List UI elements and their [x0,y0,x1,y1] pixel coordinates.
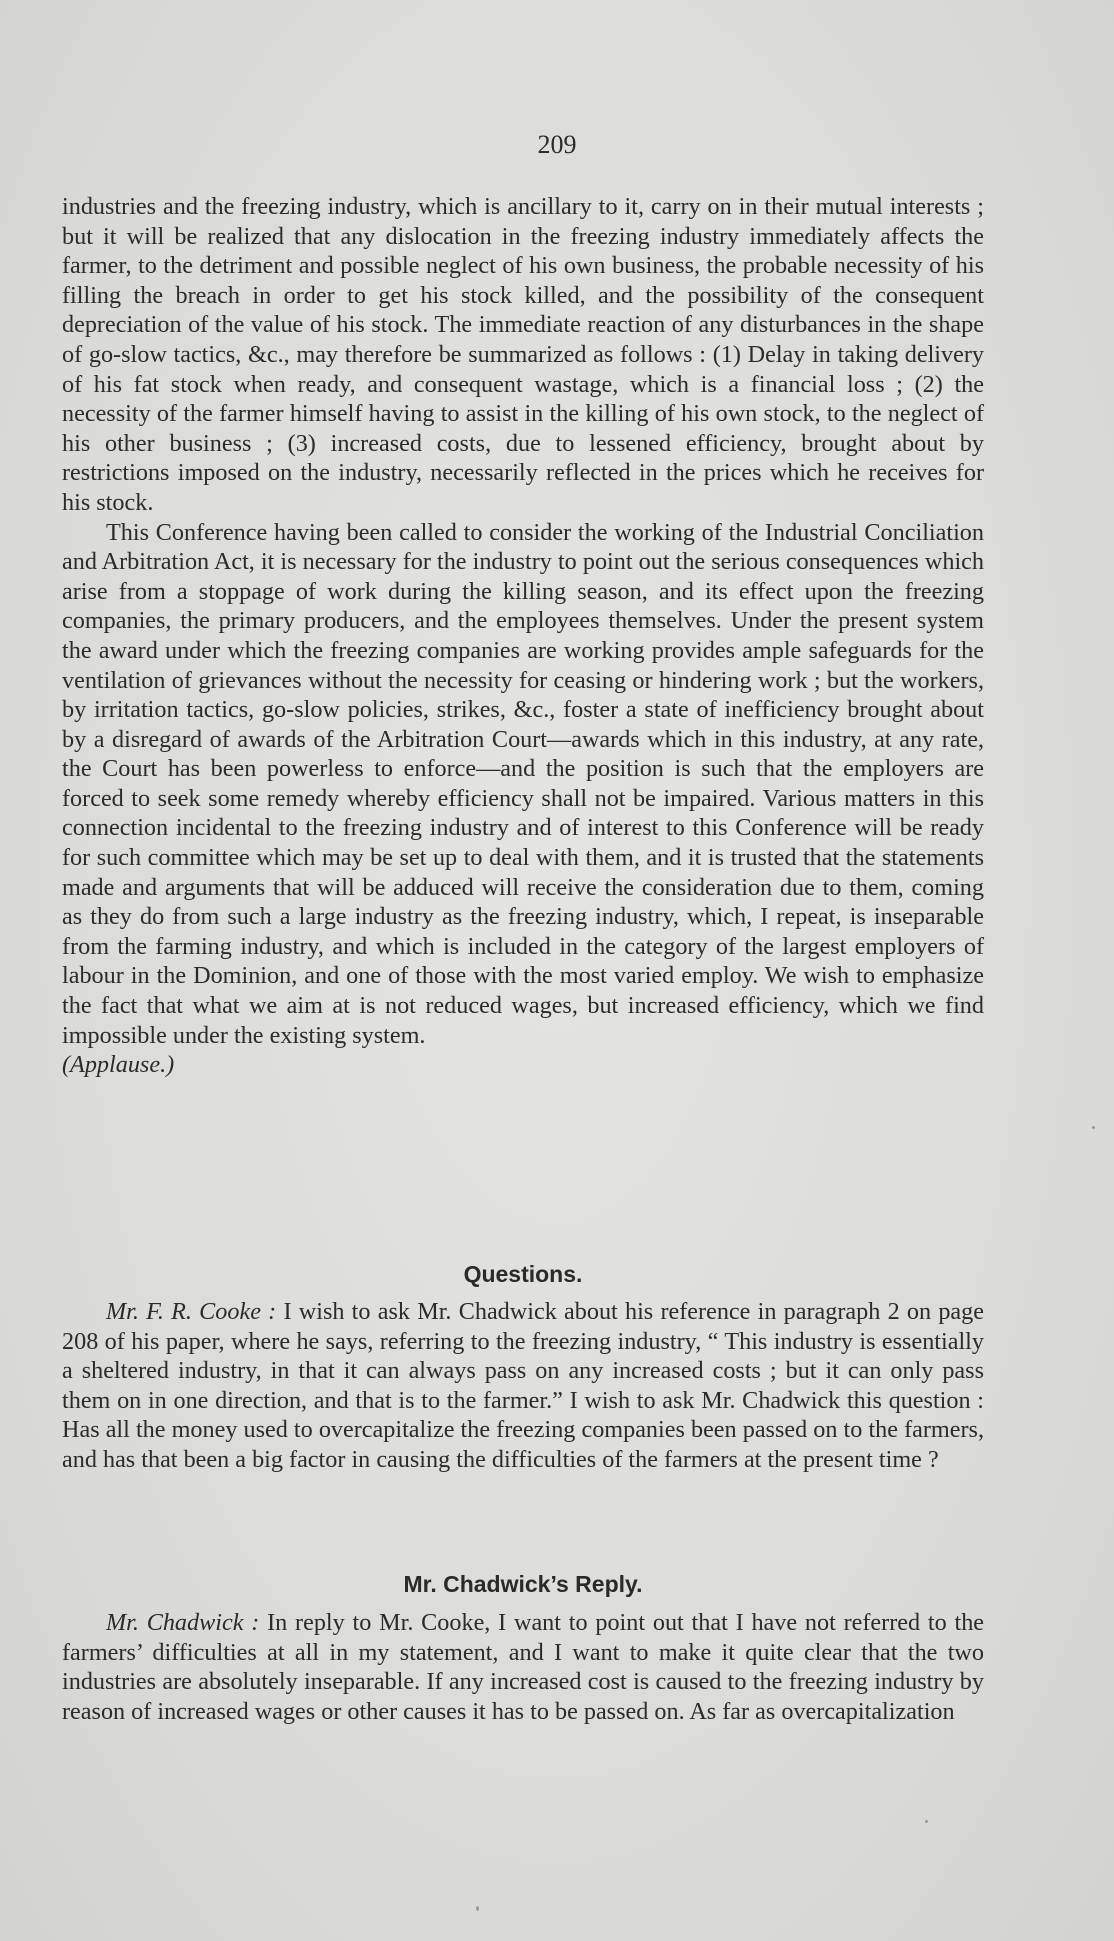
paragraph-conference: This Conference having been called to consider the working of the Industrial Conciliation and Arbitration Act, it is necessary for the industry to point out the serious consequences which arise from a stoppage of work during the killing season, and its effect upon the freezing companies, the primary producers, and the employees themselves. Under the present system the award under which the freezing companies are working provides ample safeguards for the ventilation of grievances without the necessity for ceasing or hindering work ; but the workers, by irritation tactics, go-slow policies, strikes, &c., foster a state of inefficiency brought about by a disregard of awards of the Arbitration Court—awards which in this industry, at any rate, the Court has been powerless to enforce—and the position is such that the employers are forced to seek some remedy whereby efficiency shall not be impaired. Various matters in this connection incidental to the freezing industry and of interest to this Conference will be ready for such committee which may be set up to deal with them, and it is trusted that the statements made and arguments that will be adduced will receive the consideration due to them, coming as they do from such a large industry as the freezing industry, which, I repeat, is inseparable from the farming industry, and which is included in the category of the largest employers of labour in the Dominion, and one of those with the most varied employ. We wish to emphasize the fact that what we aim at is not reduced wages, but increased efficiency, which we find impossible under the existing system. [62,518,984,1049]
questions-heading: Questions. [463,1261,583,1287]
paper-speck [476,1906,479,1911]
reply-paragraph [62,1608,984,1726]
applause-note: (Applause.) [62,1051,175,1079]
reply-heading: Mr. Chadwick’s Reply. [403,1571,643,1597]
paper-speck [1092,1126,1095,1129]
question-speaker: Mr. F. R. Cooke : [106,1298,277,1325]
reply-section [62,1608,984,1726]
reply-text: In reply to Mr. Cooke, I want to point out that I have not referred to the farmers’ difficulties at all in my statement, and I want to make it quite clear that the two industries are absolutely inseparable. If any increased cost is caused to the freezing industry by reason of increased wages or other causes it has to be passed on. As far as overcapitalization [62,1609,985,1725]
question-section [62,1297,984,1475]
page-number: 209 [537,130,577,159]
question-text: I wish to ask Mr. Chadwick about his reference in paragraph 2 on page 208 of his paper, where he says, referring to the freezing industry, “ This industry is essentially a sheltered industry, in that it can always pass on any increased costs ; but it can only pass them on in one direction, and that is to the farmer.” I wish to ask Mr. Chadwick this question : Has all the money used to overcapitalize the freezing companies been passed on to the farmers, and has that been a big factor in causing the difficulties of the farmers at the present time ? [62,1298,984,1473]
reply-speaker: Mr. Chadwick : [106,1609,260,1636]
paragraph-continuation: industries and the freezing industry, which is ancillary to it, carry on in their mutual interests ; but it will be realized that any dislocation in the freezing industry immediately affects the farmer, to the detriment and possible neglect of his own business, the probable necessity of his filling the breach in order to get his stock killed, and the possibility of the consequent depreciation of the value of his stock. The immediate reaction of any disturbances in the shape of go-slow tactics, &c., may therefore be summarized as follows : (1) Delay in taking delivery of his fat stock when ready, and consequent wastage, which is a financial loss ; (2) the necessity of the farmer himself having to assist in the killing of his own stock, to the neglect of his other business ; (3) increased costs, due to lessened efficiency, brought about by restrictions imposed on the industry, necessarily reflected in the prices which he receives for his stock. [62,193,984,516]
body-text [62,192,984,1080]
paper-speck [925,1820,928,1823]
question-paragraph [62,1297,984,1475]
